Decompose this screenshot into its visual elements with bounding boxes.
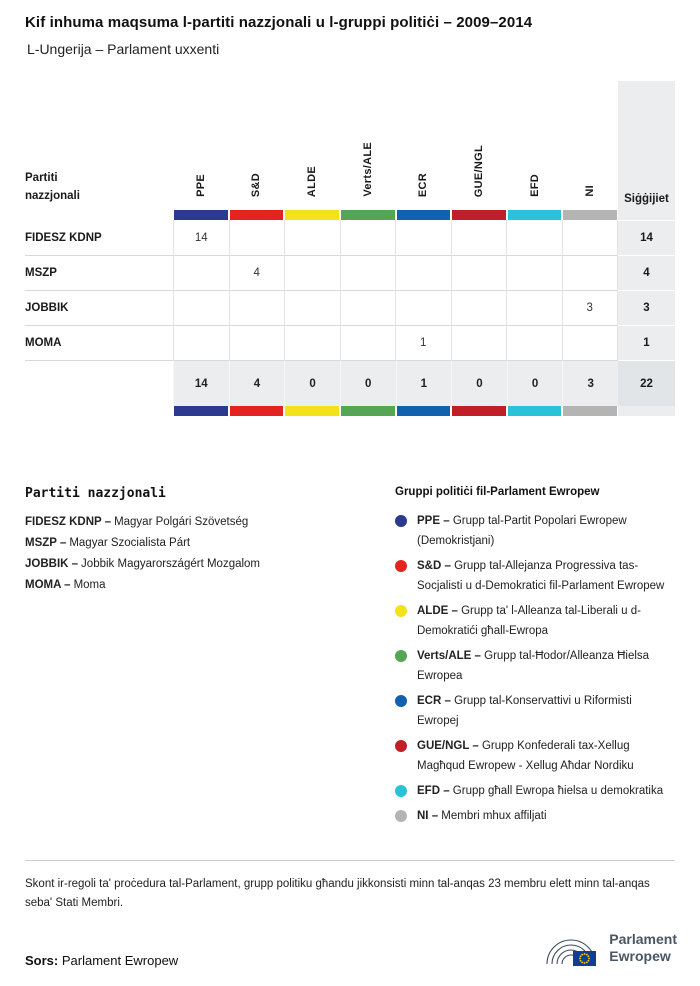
group-desc: Grupp tal-Ħodor/Alleanza Ħielsa Ewropea [417,650,650,682]
group-abbr: EFD – [417,785,453,797]
bar-row-spacer [25,210,173,220]
group-legend-text [417,511,675,551]
color-bar-s-d [230,406,284,416]
group-header-label: ECR [417,172,430,197]
group-color-dot-ppe [395,515,407,527]
page-title: Kif inhuma maqsuma l-partiti nazzjonali u l-gruppi politiċi – 2009–2014 [25,14,533,31]
seat-count-cell-alde [284,220,340,255]
seat-count-cell-ni [562,325,619,360]
group-legend-list [395,511,675,826]
party-legend [25,486,395,831]
seat-count-cell-efd [506,255,562,290]
color-bar-alde [285,406,339,416]
group-abbr: S&D – [417,560,455,572]
group-legend-item [395,806,675,826]
group-total-cell-ecr: 1 [396,360,452,406]
seat-count-cell-s-d [229,325,285,360]
party-abbr: MOMA – [25,579,71,591]
group-total-cell-gue-ngl: 0 [451,360,507,406]
seat-count-cell-efd [506,325,562,360]
group-color-dot-s-d [395,560,407,572]
group-total-cell-efd: 0 [507,360,563,406]
color-bar-ni [563,406,617,416]
group-legend-item [395,646,675,686]
seats-bar-spacer [618,210,675,220]
group-desc: Membri mhux affiljati [441,810,547,822]
group-color-dot-verts-ale [395,650,407,662]
party-desc: Magyar Polgári Szövetség [114,516,249,528]
seat-count-cell-verts-ale [340,290,396,325]
seat-count-cell-ppe [173,290,229,325]
color-bar-ecr [397,210,451,220]
seats-column-header-label: Siġġijiet [624,193,669,205]
party-legend-item [25,558,395,570]
seat-count-cell-ni [562,220,619,255]
seat-count-cell-verts-ale [340,325,396,360]
seat-count-cell-verts-ale [340,255,396,290]
group-abbr: NI – [417,810,442,822]
party-abbr: FIDESZ KDNP – [25,516,112,528]
party-abbr: MSZP – [25,537,67,549]
group-color-dot-efd [395,785,407,797]
group-desc: Grupp tal-Allejanza Progressiva tas-Socjalisti u d-Demokratici fil-Parlament Ewropew [417,560,665,592]
row-total-cell: 14 [618,220,675,255]
group-total-cell-ni: 3 [562,360,618,406]
group-desc: Grupp tal-Partit Popolari Ewropew (Demokristjani) [417,515,627,547]
seat-count-cell-ni: 3 [562,290,619,325]
group-header-ni [562,81,618,210]
party-name-cell: MOMA [25,325,173,360]
group-total-cell-alde: 0 [284,360,340,406]
group-legend-text [417,781,663,801]
table-row [25,255,675,290]
group-abbr: Verts/ALE – [417,650,485,662]
group-total-cell-s-d: 4 [229,360,285,406]
grand-total-cell: 22 [618,360,675,406]
group-header-efd [507,81,563,210]
party-legend-list [25,516,395,591]
parliament-logo [542,927,677,969]
totals-row [25,360,675,406]
party-desc: Magyar Szocialista Párt [69,537,191,549]
group-legend-item [395,691,675,731]
source-line [25,953,178,968]
color-bar-ni [563,210,617,220]
group-header-ecr [396,81,452,210]
parliament-hemicycle-icon [542,927,600,969]
group-legend-item [395,736,675,776]
group-abbr: ALDE – [417,605,462,617]
color-bar-row-bottom [25,406,675,416]
group-desc: Grupp ta' l-Alleanza tal-Liberali u d-Demokratići għall-Ewropa [417,605,641,637]
color-bar-s-d [230,210,284,220]
source-label: Sors: [25,953,59,968]
color-bar-gue-ngl [452,406,506,416]
seat-count-cell-gue-ngl [451,220,507,255]
row-total-cell: 3 [618,290,675,325]
seats-column-header [618,81,675,210]
seat-count-cell-gue-ngl [451,325,507,360]
group-header-ppe [173,81,229,210]
color-bar-ppe [174,406,228,416]
group-total-cell-verts-ale: 0 [340,360,396,406]
seat-count-cell-ecr [395,290,451,325]
group-color-dot-ni [395,810,407,822]
bar-row-spacer [25,406,173,416]
group-legend-text [417,601,675,641]
group-header-label: PPE [194,174,207,197]
totals-row-spacer [25,360,173,406]
party-desc: Moma [73,579,106,591]
group-header-label: ALDE [306,165,319,197]
group-color-dot-alde [395,605,407,617]
table-row [25,220,675,255]
source-value: Parlament Ewropew [61,953,179,968]
seat-count-cell-s-d [229,220,285,255]
group-desc: Grupp Konfederali tax-Xellug Magħqud Ewropew - Xellug Aħdar Nordiku [417,740,634,772]
seat-count-cell-ppe [173,325,229,360]
parliament-logo-text [609,931,677,965]
group-color-dot-ecr [395,695,407,707]
logo-line1: Parlament [609,931,677,947]
group-header-label: GUE/NGL [472,144,485,197]
color-bar-ppe [174,210,228,220]
group-header-label: EFD [528,174,541,197]
group-color-dot-gue-ngl [395,740,407,752]
table-header-row [25,81,675,210]
group-legend-text [417,736,675,776]
seat-count-cell-efd [506,290,562,325]
party-name-cell: MSZP [25,255,173,290]
seat-count-cell-ppe: 14 [173,220,229,255]
row-total-cell: 1 [618,325,675,360]
party-column-header [25,81,173,210]
party-column-header-label: Partiti nazzjonali [25,172,80,203]
group-legend-header: Gruppi politiċi fil-Parlament Ewropew [395,486,600,498]
party-legend-item [25,537,395,549]
group-abbr: GUE/NGL – [417,740,482,752]
seats-bar-spacer [618,406,675,416]
group-abbr: PPE – [417,515,453,527]
group-legend-text [417,806,547,826]
group-desc: Grupp tal-Konservattivi u Riformisti Ewropej [417,695,632,727]
group-desc: Grupp għall Ewropa ħielsa u demokratika [452,785,664,797]
party-name-cell: FIDESZ KDNP [25,231,102,244]
row-total-cell: 4 [618,255,675,290]
group-abbr: ECR – [417,695,455,707]
group-legend-text [417,646,675,686]
seat-count-cell-alde [284,255,340,290]
seat-count-cell-s-d: 4 [229,255,285,290]
seat-count-cell-alde [284,325,340,360]
color-bar-efd [508,210,562,220]
group-legend-text [417,691,675,731]
table-row [25,325,675,360]
group-header-s-d [229,81,285,210]
footnote-divider [25,860,675,861]
party-abbr: JOBBIK – [25,558,79,570]
page-subtitle: L-Ungerija – Parlament uxxenti [27,41,220,57]
seat-count-cell-ecr [395,255,451,290]
group-header-alde [284,81,340,210]
footnote-text: Skont ir-regoli ta' proċedura tal-Parlament, grupp politiku għandu jikkonsisti minn tal-anqas 23 membru elett minn tal-anqas seba' Stati Membri. [25,878,650,909]
seat-count-cell-ecr [395,220,451,255]
party-desc: Jobbik Magyarországért Mozgalom [81,558,261,570]
group-header-gue-ngl [451,81,507,210]
group-header-verts-ale [340,81,396,210]
seat-count-cell-alde [284,290,340,325]
seat-count-cell-gue-ngl [451,255,507,290]
party-legend-header: Partiti nazzjonali [25,486,166,501]
party-legend-item [25,516,395,528]
color-bar-efd [508,406,562,416]
color-bar-ecr [397,406,451,416]
group-total-cell-ppe: 14 [173,360,229,406]
table-row [25,290,675,325]
seat-count-cell-ppe [173,255,229,290]
legend-section [25,486,675,831]
group-legend [395,486,675,831]
group-header-label: S&D [250,172,263,197]
seat-count-cell-gue-ngl [451,290,507,325]
logo-line2: Ewropew [609,948,671,964]
group-header-label: NI [584,185,597,197]
party-legend-item [25,579,395,591]
seat-count-cell-ecr: 1 [395,325,451,360]
group-header-label: Verts/ALE [361,142,374,197]
group-legend-item [395,601,675,641]
color-bar-row-top [25,210,675,220]
party-name-cell: JOBBIK [25,290,173,325]
group-legend-item [395,556,675,596]
group-legend-text [417,556,675,596]
color-bar-verts-ale [341,210,395,220]
group-legend-item [395,781,675,801]
results-table [25,81,675,416]
seat-count-cell-efd [506,220,562,255]
seat-count-cell-verts-ale [340,220,396,255]
group-legend-item [395,511,675,551]
color-bar-gue-ngl [452,210,506,220]
color-bar-verts-ale [341,406,395,416]
seat-count-cell-ni [562,255,619,290]
color-bar-alde [285,210,339,220]
seat-count-cell-s-d [229,290,285,325]
